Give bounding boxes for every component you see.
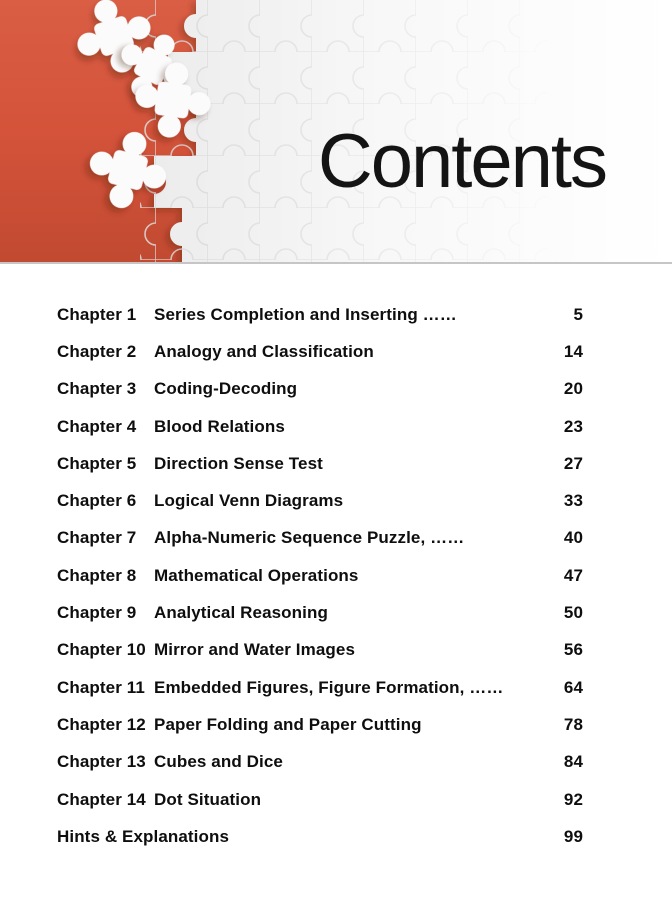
page-title: Contents bbox=[317, 119, 606, 204]
toc-chapter-label: Chapter 13 bbox=[57, 752, 146, 772]
toc-row bbox=[0, 557, 672, 594]
toc-row bbox=[0, 669, 672, 706]
toc-row bbox=[0, 333, 672, 370]
toc-chapter-title: Series Completion and Inserting …… bbox=[154, 304, 457, 324]
toc-chapter-label: Chapter 4 bbox=[57, 416, 137, 436]
toc-chapter-label: Chapter 7 bbox=[57, 528, 137, 548]
toc-row bbox=[0, 632, 672, 669]
toc-chapter-title: Coding-Decoding bbox=[154, 379, 298, 399]
toc-row bbox=[0, 520, 672, 557]
toc-chapter-title: Paper Folding and Paper Cutting bbox=[154, 714, 422, 734]
toc-page-number: 5 bbox=[573, 304, 583, 324]
toc-row bbox=[0, 594, 672, 631]
toc-chapter-label: Chapter 2 bbox=[57, 341, 137, 361]
toc-row bbox=[0, 781, 672, 818]
toc-page-number: 78 bbox=[563, 714, 583, 734]
toc-chapter-title: Cubes and Dice bbox=[154, 752, 283, 772]
header-banner bbox=[0, 0, 672, 264]
toc-chapter-title: Analytical Reasoning bbox=[154, 603, 328, 623]
toc-page-number: 56 bbox=[563, 640, 583, 660]
toc-list bbox=[0, 296, 672, 855]
toc-chapter-title: Mirror and Water Images bbox=[154, 640, 355, 660]
toc-chapter-label: Chapter 11 bbox=[57, 677, 145, 697]
toc-chapter-title: Analogy and Classification bbox=[154, 341, 374, 361]
toc-chapter-label: Chapter 9 bbox=[57, 603, 137, 623]
toc-chapter-label: Chapter 6 bbox=[57, 491, 137, 511]
toc-page-number: 92 bbox=[563, 789, 583, 809]
toc-page-number: 40 bbox=[563, 528, 583, 548]
toc-row bbox=[0, 744, 672, 781]
toc-page-number: 99 bbox=[563, 826, 583, 846]
toc-chapter-label: Chapter 3 bbox=[57, 379, 137, 399]
toc-row bbox=[0, 445, 672, 482]
toc-chapter-label: Chapter 10 bbox=[57, 640, 146, 660]
toc-hints-label: Hints & Explanations bbox=[57, 826, 230, 846]
toc-page-number: 20 bbox=[563, 379, 583, 399]
toc-row bbox=[0, 482, 672, 519]
toc-row bbox=[0, 371, 672, 408]
toc-row bbox=[0, 296, 672, 333]
toc-chapter-title: Dot Situation bbox=[154, 789, 262, 809]
toc-page-number: 64 bbox=[563, 677, 583, 697]
toc-chapter-title: Embedded Figures, Figure Formation, …… bbox=[154, 677, 504, 697]
toc-chapter-title: Mathematical Operations bbox=[154, 565, 359, 585]
toc-page-number: 23 bbox=[563, 416, 583, 436]
toc-page-number: 50 bbox=[563, 603, 583, 623]
toc-chapter-title: Logical Venn Diagrams bbox=[154, 491, 344, 511]
toc-chapter-label: Chapter 5 bbox=[57, 453, 137, 473]
toc-page-number: 84 bbox=[563, 752, 583, 772]
toc-chapter-title: Direction Sense Test bbox=[154, 453, 323, 473]
toc-chapter-label: Chapter 8 bbox=[57, 565, 137, 585]
toc-row bbox=[0, 706, 672, 743]
toc-chapter-title: Blood Relations bbox=[154, 416, 285, 436]
toc-page-number: 27 bbox=[563, 453, 583, 473]
toc-chapter-title: Alpha-Numeric Sequence Puzzle, …… bbox=[154, 528, 465, 548]
toc-chapter-label: Chapter 14 bbox=[57, 789, 146, 809]
toc-page-number: 47 bbox=[563, 565, 583, 585]
toc-chapter-label: Chapter 12 bbox=[57, 714, 146, 734]
toc-page-number: 14 bbox=[563, 341, 583, 361]
toc-page-number: 33 bbox=[563, 491, 583, 511]
toc-row-hints bbox=[0, 818, 672, 855]
toc-chapter-label: Chapter 1 bbox=[57, 304, 137, 324]
toc-row bbox=[0, 408, 672, 445]
